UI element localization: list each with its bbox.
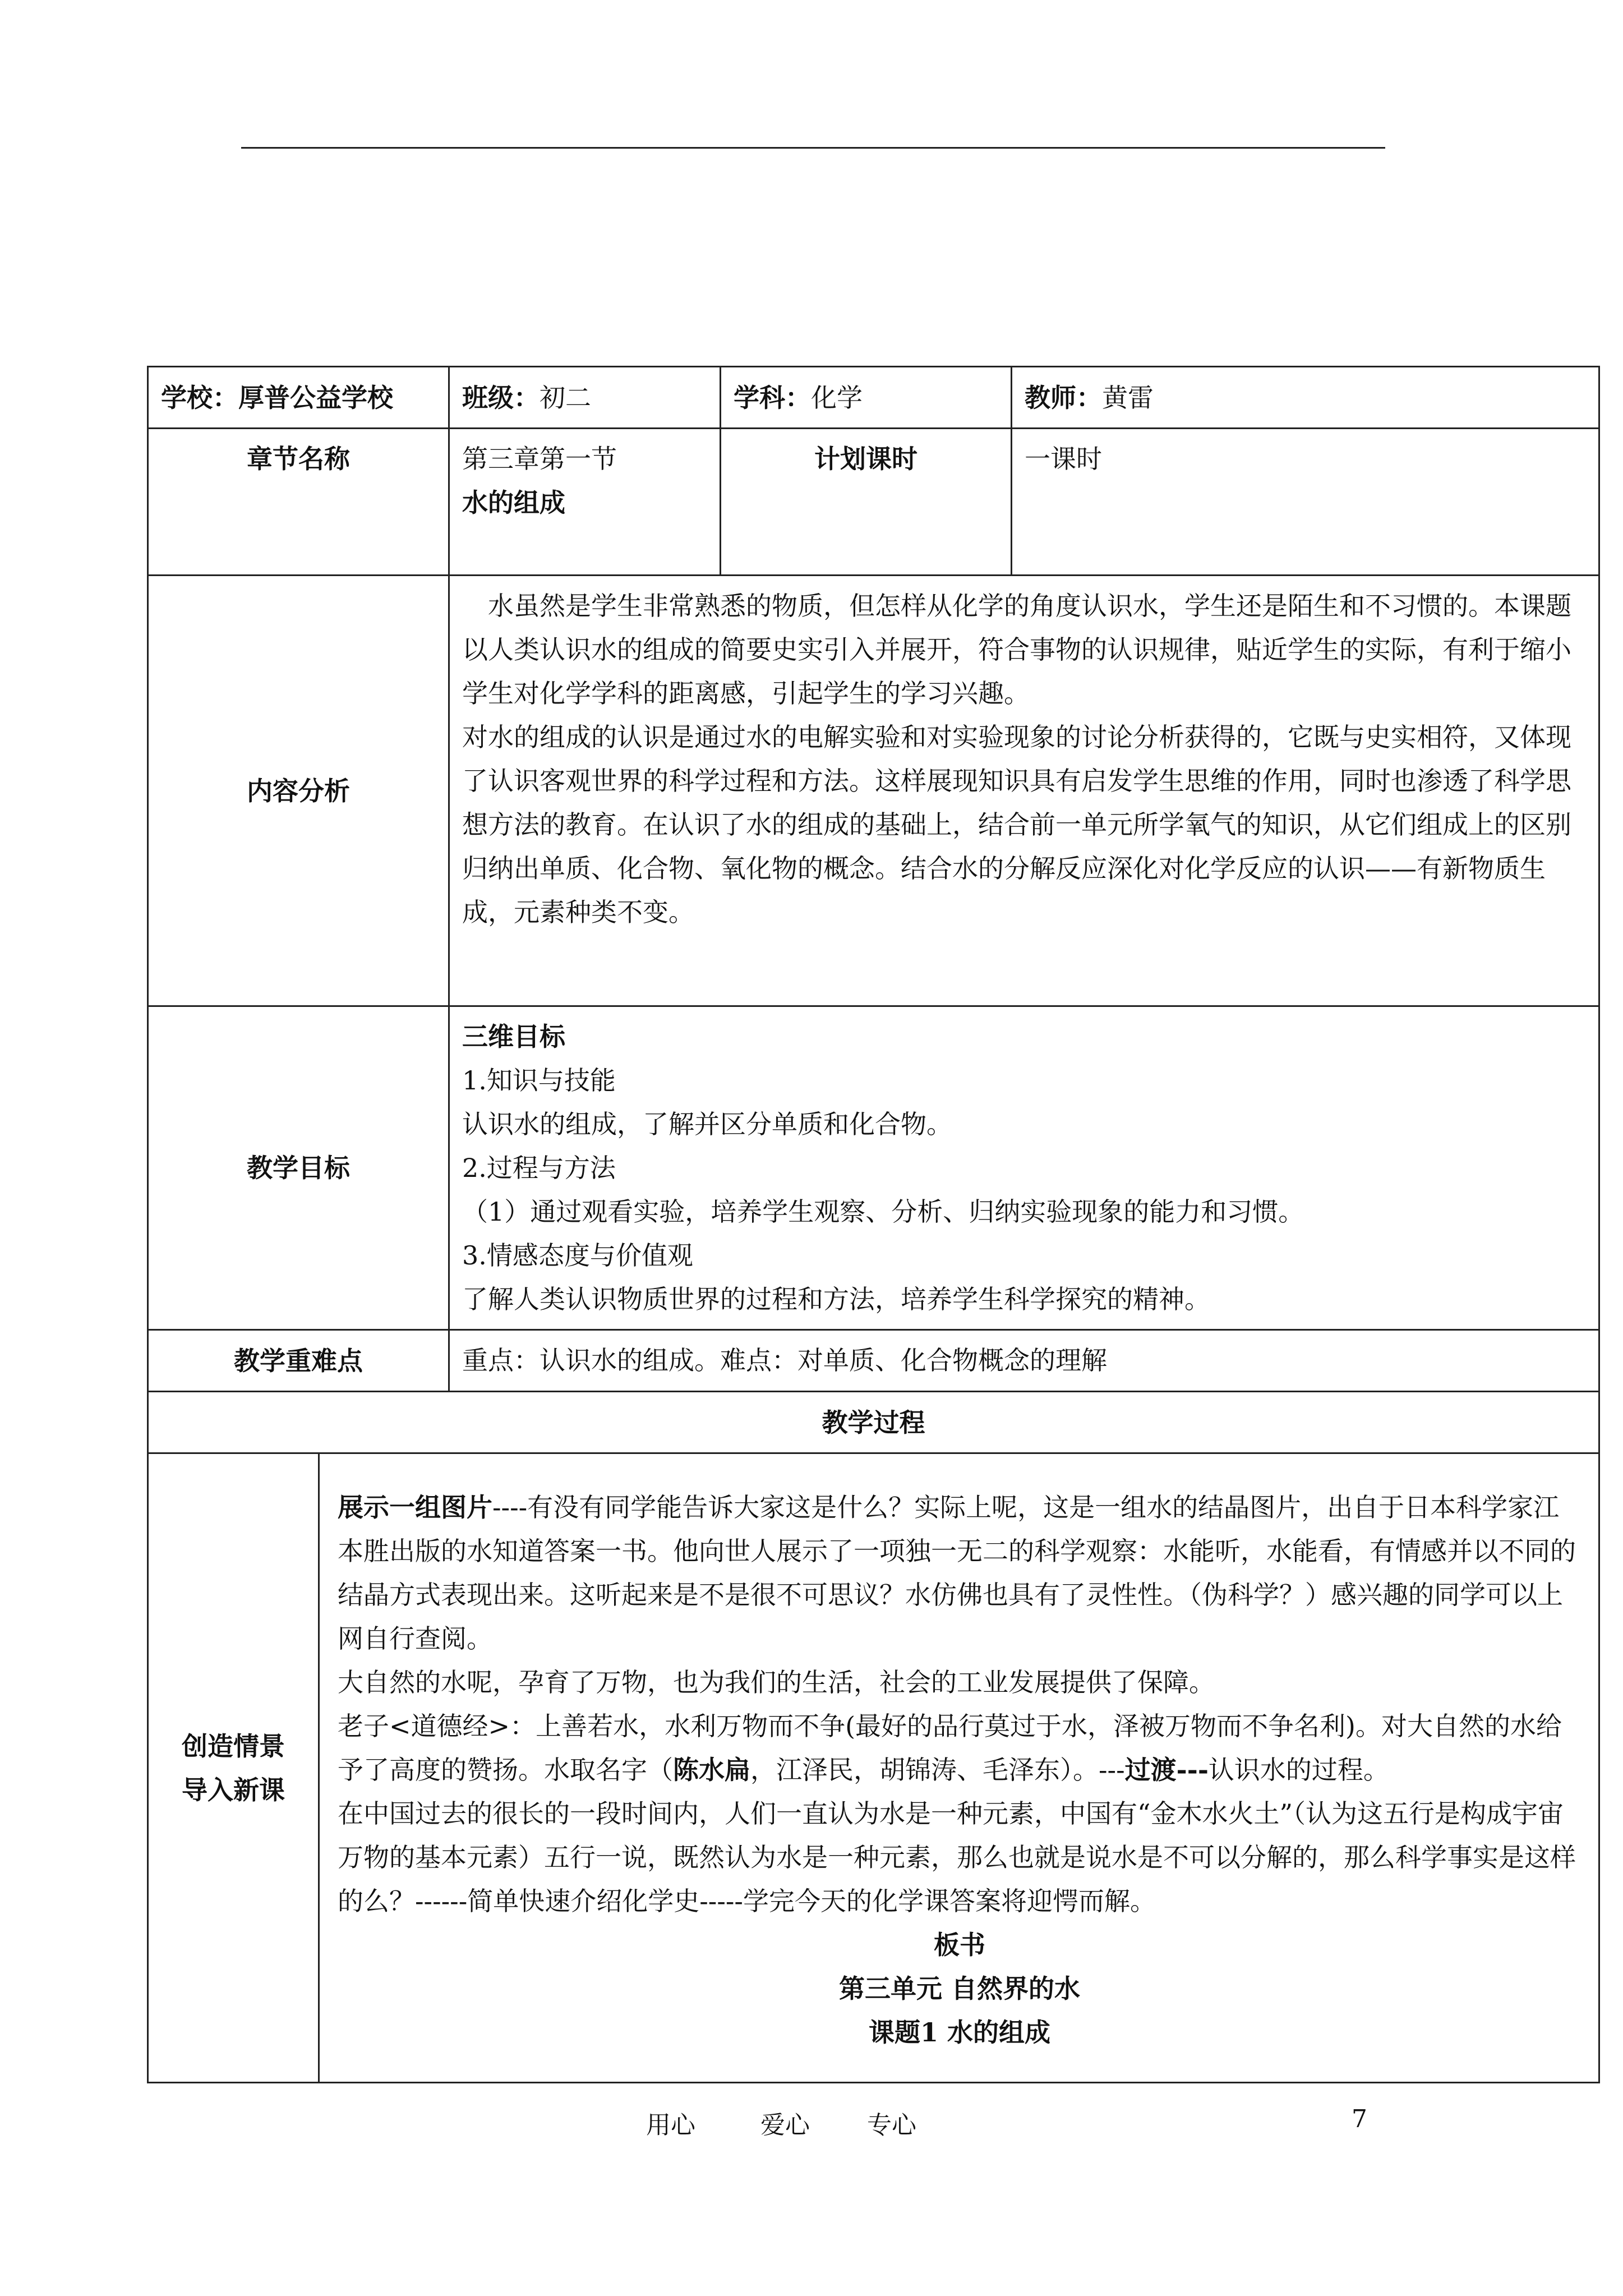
chapter-line1: 第三章第一节	[462, 444, 617, 474]
goals-body	[449, 1006, 1599, 1330]
header-row	[148, 367, 1599, 429]
key-points-text: 重点：认识水的组成。难点：对单质、化合物概念的理解	[449, 1330, 1599, 1392]
intro-paragraph-3	[338, 1704, 1581, 1792]
intro-p1-bold: 展示一组图片	[338, 1492, 492, 1522]
footer-word-3: 专心	[867, 2111, 916, 2139]
goals-row	[148, 1006, 1599, 1330]
goals-line-2: 认识水的组成，了解并区分单质和化合物。	[462, 1109, 952, 1139]
chapter-label: 章节名称	[148, 429, 449, 576]
teacher-value: 黄雷	[1102, 382, 1154, 413]
school-cell	[148, 367, 449, 429]
goals-line-3: 2.过程与方法	[462, 1153, 616, 1183]
analysis-body	[449, 576, 1599, 1006]
page-footer	[0, 2105, 1623, 2150]
goals-line-4: （1）通过观看实验，培养学生观察、分析、归纳实验现象的能力和习惯。	[462, 1197, 1304, 1227]
board-label: 板书	[934, 1930, 985, 1960]
intro-p3-bold2: 过渡---	[1124, 1755, 1209, 1785]
process-row	[148, 1392, 1599, 1453]
intro-p3-a: 老子<道德经>：上善若水，水利万物而不争(最好的品行莫过于水，泽被万物而不争名利)。对大自然的水给予了高度的赞扬。水取名字（	[338, 1711, 1562, 1785]
subject-value: 化学	[811, 382, 863, 413]
lesson-plan-table	[147, 366, 1600, 2083]
intro-paragraph-4: 在中国过去的很长的一段时间内，人们一直认为水是一种元素，中国有“金木水火土”（认为这五行是构成宇宙万物的基本元素）五行一说，既然认为水是一种元素，那么也就是说水是不可以分解的，那么科学事实是这样的么？------简单快速介绍化学史-----学完今天的化学课答案将迎愕而解。	[338, 1798, 1576, 1916]
intro-p3-bold1: 陈水扁	[673, 1755, 750, 1785]
goals-label: 教学目标	[148, 1006, 449, 1330]
goals-line-6: 了解人类认识物质世界的过程和方法，培养学生科学探究的精神。	[462, 1284, 1210, 1314]
teacher-cell	[1012, 367, 1599, 429]
intro-paragraph-1	[338, 1485, 1581, 1660]
key-points-row	[148, 1330, 1599, 1392]
board-topic: 课题1 水的组成	[868, 2017, 1051, 2047]
chapter-row	[148, 429, 1599, 576]
key-points-label: 教学重难点	[148, 1330, 449, 1392]
analysis-paragraph-1: 水虽然是学生非常熟悉的物质，但怎样从化学的角度认识水，学生还是陌生和不习惯的。本课题以人类认识水的组成的简要史实引入并展开，符合事物的认识规律，贴近学生的实际，有利于缩小学生对化学学科的距离感，引起学生的学习兴趣。	[462, 591, 1571, 708]
intro-p3-c: 认识水的过程。	[1208, 1755, 1389, 1785]
footer-word-2: 爱心	[760, 2111, 810, 2139]
school-name: 厚普公益学校	[238, 382, 393, 413]
page-number: 7	[1352, 2105, 1367, 2133]
intro-paragraph-2: 大自然的水呢，孕育了万物，也为我们的生活，社会的工业发展提供了保障。	[338, 1667, 1215, 1697]
analysis-paragraph-2: 对水的组成的认识是通过水的电解实验和对实验现象的讨论分析获得的，它既与史实相符，又体现了认识客观世界的科学过程和方法。这样展现知识具有启发学生思维的作用，同时也渗透了科学思想方法的教育。在认识了水的组成的基础上，结合前一单元所学氧气的知识，从它们组成上的区别归纳出单质、化合物、氧化物的概念。结合水的分解反应深化对化学反应的认识——有新物质生成，元素种类不变。	[462, 722, 1571, 927]
intro-row	[148, 1453, 1599, 2083]
subject-label: 学科：	[734, 382, 811, 413]
board-unit: 第三单元 自然界的水	[838, 1973, 1080, 2004]
intro-label	[148, 1453, 319, 2083]
teacher-label: 教师：	[1025, 382, 1102, 413]
chapter-name-cell	[449, 429, 721, 576]
class-value: 初二	[540, 382, 591, 413]
hours-value: 一课时	[1012, 429, 1599, 576]
process-label: 教学过程	[148, 1392, 1599, 1453]
subject-cell	[721, 367, 1012, 429]
class-cell	[449, 367, 721, 429]
school-label: 学校：	[161, 382, 238, 413]
intro-p1-rest: ----有没有同学能告诉大家这是什么？实际上呢，这是一组水的结晶图片，出自于日本科学家江本胜出版的水知道答案一书。他向世人展示了一项独一无二的科学观察：水能听，水能看，有情感并以不同的结晶方式表现出来。这听起来是不是很不可思议？水仿佛也具有了灵性性。（伪科学？）感兴趣的同学可以上网自行查阅。	[338, 1492, 1576, 1654]
goals-line-1: 1.知识与技能	[462, 1065, 616, 1096]
analysis-label: 内容分析	[148, 576, 449, 1006]
intro-p3-b: ，江泽民，胡锦涛、毛泽东）。---	[750, 1755, 1125, 1785]
footer-word-1: 用心	[646, 2111, 695, 2139]
intro-label-line2: 导入新课	[182, 1774, 285, 1805]
goals-line-5: 3.情感态度与价值观	[462, 1240, 693, 1271]
analysis-row	[148, 576, 1599, 1006]
header-rule	[241, 147, 1385, 149]
class-label: 班级：	[462, 382, 540, 413]
chapter-line2: 水的组成	[462, 487, 565, 518]
goals-title: 三维目标	[462, 1022, 565, 1052]
intro-label-line1: 创造情景	[182, 1731, 285, 1761]
hours-label: 计划课时	[721, 429, 1012, 576]
intro-body	[319, 1453, 1599, 2083]
